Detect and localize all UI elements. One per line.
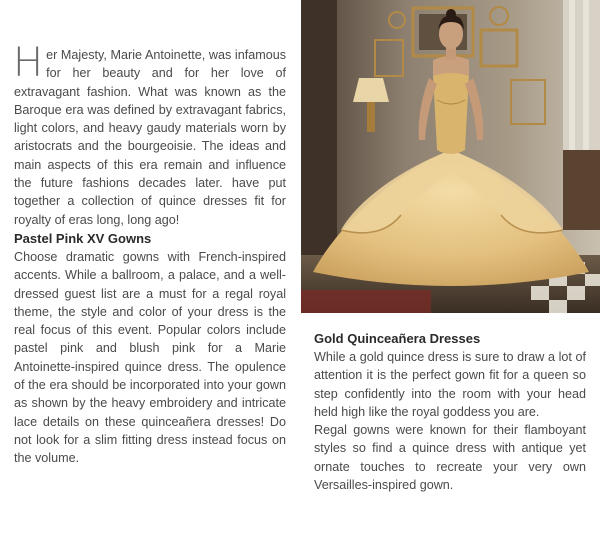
left-column <box>13 40 286 468</box>
gold-gown-photo <box>301 0 600 313</box>
gold-dresses-paragraph-1: While a gold quince dress is sure to draw a lot of attention it is the perfect gown fit for a queen so step confidently into the room with your head held high like the royal goddess you are. <box>314 350 586 419</box>
intro-text: er Majesty, Marie Antoinette, was infamous for her beauty and for her love of extravagant fashion. What was known as the Baroque era was defined by extravagant fabrics, light colors, and heavy gaudy materials worn by aristocrats and the bourgeoisie. The ideas and main aspects of this era remain and influence the future fashions decades later. have put together a collection of quince dresses fit for royalty of eras long, long ago! <box>14 48 286 227</box>
pastel-pink-heading: Pastel Pink XV Gowns <box>14 230 152 246</box>
right-column <box>314 329 586 494</box>
drop-cap: H <box>13 40 44 86</box>
intro-paragraph <box>13 40 286 229</box>
gold-dresses-heading: Gold Quinceañera Dresses <box>314 331 481 346</box>
pastel-pink-text: Choose dramatic gowns with French-inspired accents. While a ballroom, a palace, and a well-dressed guest list are a must for a regal royal theme, the style and color of your dress is the real focus of this event. Popular colors include pastel pink and blush pink for a Marie Antoinette-inspired quince dress. The opulence of the era should be incorporated into your gown as shown by the heavy embroidery and intricate lace details on these quinceañera dresses! Do not look for a slim fitting dress instead focus on the volume. <box>14 249 286 466</box>
gold-dresses-paragraph-2: Regal gowns were known for their flamboyant styles so find a quince dress with antique yet ornate touches to recreate your very own Versailles-inspired gown. <box>314 423 586 493</box>
